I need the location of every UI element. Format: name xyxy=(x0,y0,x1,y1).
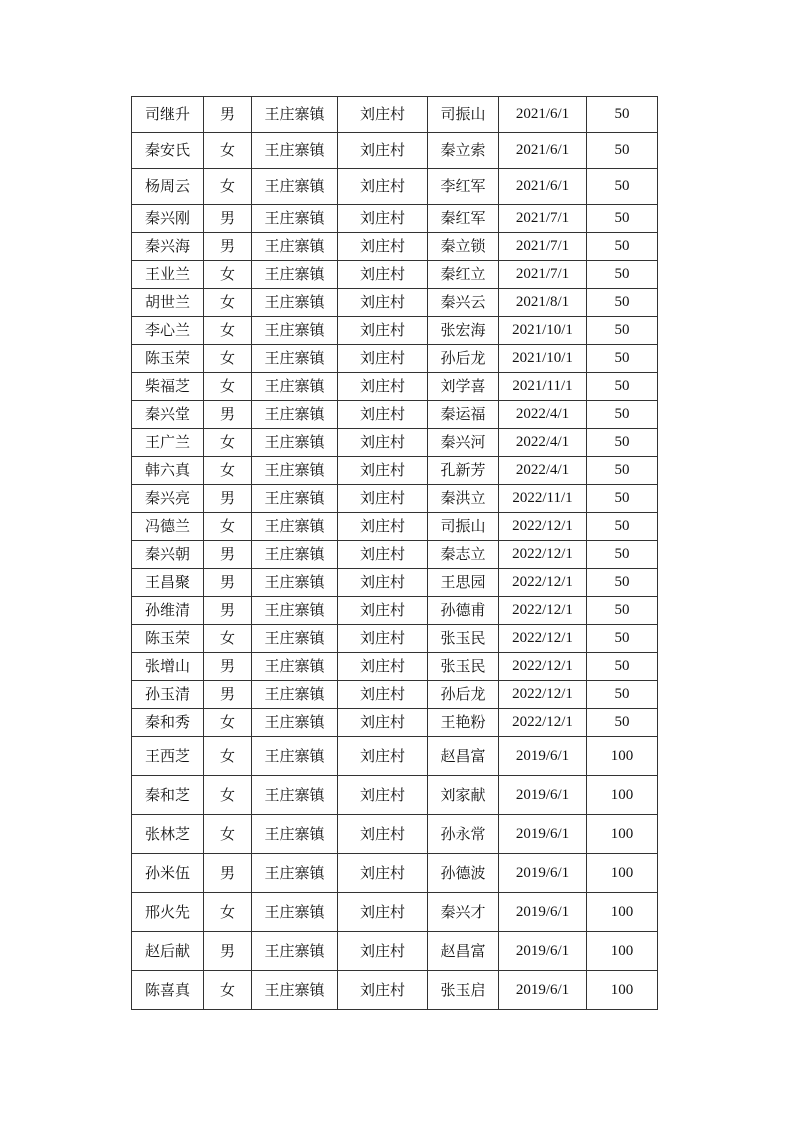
cell-amount: 50 xyxy=(587,373,658,401)
cell-village: 刘庄村 xyxy=(338,854,428,893)
cell-agent: 孙德波 xyxy=(428,854,499,893)
table-row xyxy=(132,317,658,345)
cell-village: 刘庄村 xyxy=(338,815,428,854)
table-row xyxy=(132,893,658,932)
table-row xyxy=(132,485,658,513)
cell-name: 王昌聚 xyxy=(132,569,204,597)
cell-gender: 男 xyxy=(204,97,252,133)
table-row xyxy=(132,457,658,485)
table-row xyxy=(132,815,658,854)
cell-village: 刘庄村 xyxy=(338,261,428,289)
cell-town: 王庄寨镇 xyxy=(252,681,338,709)
cell-village: 刘庄村 xyxy=(338,133,428,169)
cell-town: 王庄寨镇 xyxy=(252,541,338,569)
cell-town: 王庄寨镇 xyxy=(252,625,338,653)
cell-gender: 女 xyxy=(204,815,252,854)
cell-agent: 孙德甫 xyxy=(428,597,499,625)
table-row xyxy=(132,289,658,317)
cell-date: 2019/6/1 xyxy=(499,854,587,893)
cell-town: 王庄寨镇 xyxy=(252,485,338,513)
cell-date: 2022/12/1 xyxy=(499,709,587,737)
cell-agent: 赵昌富 xyxy=(428,932,499,971)
table-row xyxy=(132,345,658,373)
cell-agent: 王艳粉 xyxy=(428,709,499,737)
cell-date: 2019/6/1 xyxy=(499,971,587,1010)
cell-amount: 50 xyxy=(587,317,658,345)
cell-name: 秦和芝 xyxy=(132,776,204,815)
cell-village: 刘庄村 xyxy=(338,317,428,345)
subsidy-table xyxy=(131,96,658,1010)
cell-town: 王庄寨镇 xyxy=(252,97,338,133)
cell-name: 韩六真 xyxy=(132,457,204,485)
cell-agent: 孙后龙 xyxy=(428,681,499,709)
table-row xyxy=(132,737,658,776)
cell-agent: 秦红立 xyxy=(428,261,499,289)
cell-agent: 张宏海 xyxy=(428,317,499,345)
cell-date: 2021/8/1 xyxy=(499,289,587,317)
cell-date: 2021/11/1 xyxy=(499,373,587,401)
cell-amount: 50 xyxy=(587,169,658,205)
cell-name: 秦和秀 xyxy=(132,709,204,737)
cell-name: 冯德兰 xyxy=(132,513,204,541)
table-row xyxy=(132,261,658,289)
cell-agent: 王思园 xyxy=(428,569,499,597)
cell-town: 王庄寨镇 xyxy=(252,776,338,815)
table-row xyxy=(132,569,658,597)
cell-name: 司继升 xyxy=(132,97,204,133)
cell-town: 王庄寨镇 xyxy=(252,133,338,169)
cell-village: 刘庄村 xyxy=(338,597,428,625)
cell-gender: 女 xyxy=(204,513,252,541)
cell-town: 王庄寨镇 xyxy=(252,233,338,261)
cell-amount: 100 xyxy=(587,776,658,815)
table-row xyxy=(132,233,658,261)
cell-name: 孙维清 xyxy=(132,597,204,625)
cell-amount: 50 xyxy=(587,513,658,541)
cell-name: 陈玉荣 xyxy=(132,345,204,373)
cell-town: 王庄寨镇 xyxy=(252,709,338,737)
cell-gender: 女 xyxy=(204,317,252,345)
cell-agent: 秦运福 xyxy=(428,401,499,429)
cell-town: 王庄寨镇 xyxy=(252,289,338,317)
cell-amount: 50 xyxy=(587,597,658,625)
cell-amount: 50 xyxy=(587,133,658,169)
table-row xyxy=(132,709,658,737)
cell-amount: 50 xyxy=(587,709,658,737)
cell-date: 2021/7/1 xyxy=(499,205,587,233)
cell-town: 王庄寨镇 xyxy=(252,513,338,541)
cell-village: 刘庄村 xyxy=(338,893,428,932)
cell-gender: 女 xyxy=(204,457,252,485)
cell-gender: 女 xyxy=(204,429,252,457)
cell-village: 刘庄村 xyxy=(338,457,428,485)
cell-name: 赵后献 xyxy=(132,932,204,971)
cell-agent: 李红军 xyxy=(428,169,499,205)
cell-agent: 司振山 xyxy=(428,97,499,133)
cell-gender: 女 xyxy=(204,261,252,289)
cell-village: 刘庄村 xyxy=(338,97,428,133)
cell-date: 2021/6/1 xyxy=(499,97,587,133)
cell-village: 刘庄村 xyxy=(338,776,428,815)
table-row xyxy=(132,776,658,815)
cell-amount: 50 xyxy=(587,205,658,233)
cell-town: 王庄寨镇 xyxy=(252,653,338,681)
cell-village: 刘庄村 xyxy=(338,971,428,1010)
cell-agent: 刘家献 xyxy=(428,776,499,815)
table-body xyxy=(132,97,658,1010)
cell-name: 王西芝 xyxy=(132,737,204,776)
cell-agent: 秦洪立 xyxy=(428,485,499,513)
cell-town: 王庄寨镇 xyxy=(252,854,338,893)
table-row xyxy=(132,932,658,971)
cell-name: 李心兰 xyxy=(132,317,204,345)
cell-date: 2021/10/1 xyxy=(499,317,587,345)
cell-name: 胡世兰 xyxy=(132,289,204,317)
cell-agent: 赵昌富 xyxy=(428,737,499,776)
cell-town: 王庄寨镇 xyxy=(252,169,338,205)
cell-town: 王庄寨镇 xyxy=(252,457,338,485)
cell-amount: 100 xyxy=(587,737,658,776)
cell-town: 王庄寨镇 xyxy=(252,597,338,625)
cell-village: 刘庄村 xyxy=(338,625,428,653)
table-row xyxy=(132,541,658,569)
table-row xyxy=(132,971,658,1010)
cell-date: 2022/12/1 xyxy=(499,597,587,625)
cell-village: 刘庄村 xyxy=(338,373,428,401)
table-row xyxy=(132,373,658,401)
cell-name: 秦安氏 xyxy=(132,133,204,169)
cell-amount: 50 xyxy=(587,261,658,289)
cell-gender: 女 xyxy=(204,776,252,815)
cell-date: 2022/4/1 xyxy=(499,429,587,457)
cell-gender: 女 xyxy=(204,169,252,205)
cell-village: 刘庄村 xyxy=(338,513,428,541)
cell-amount: 50 xyxy=(587,681,658,709)
cell-village: 刘庄村 xyxy=(338,345,428,373)
cell-date: 2019/6/1 xyxy=(499,932,587,971)
cell-name: 张增山 xyxy=(132,653,204,681)
cell-name: 邢火先 xyxy=(132,893,204,932)
cell-gender: 男 xyxy=(204,653,252,681)
cell-gender: 男 xyxy=(204,233,252,261)
cell-amount: 50 xyxy=(587,97,658,133)
cell-agent: 秦兴河 xyxy=(428,429,499,457)
cell-gender: 女 xyxy=(204,893,252,932)
cell-gender: 男 xyxy=(204,597,252,625)
cell-date: 2019/6/1 xyxy=(499,737,587,776)
cell-amount: 50 xyxy=(587,485,658,513)
cell-gender: 男 xyxy=(204,854,252,893)
cell-agent: 刘学喜 xyxy=(428,373,499,401)
cell-amount: 50 xyxy=(587,345,658,373)
cell-date: 2019/6/1 xyxy=(499,776,587,815)
cell-date: 2019/6/1 xyxy=(499,815,587,854)
cell-name: 张林芝 xyxy=(132,815,204,854)
cell-gender: 女 xyxy=(204,373,252,401)
cell-amount: 50 xyxy=(587,429,658,457)
cell-gender: 女 xyxy=(204,289,252,317)
cell-amount: 50 xyxy=(587,233,658,261)
cell-name: 王广兰 xyxy=(132,429,204,457)
cell-village: 刘庄村 xyxy=(338,569,428,597)
table-row xyxy=(132,97,658,133)
cell-village: 刘庄村 xyxy=(338,709,428,737)
cell-gender: 女 xyxy=(204,971,252,1010)
cell-date: 2021/6/1 xyxy=(499,169,587,205)
cell-agent: 秦立索 xyxy=(428,133,499,169)
cell-town: 王庄寨镇 xyxy=(252,737,338,776)
cell-gender: 男 xyxy=(204,401,252,429)
table-row xyxy=(132,429,658,457)
cell-village: 刘庄村 xyxy=(338,205,428,233)
cell-date: 2022/12/1 xyxy=(499,625,587,653)
table-row xyxy=(132,625,658,653)
table-row xyxy=(132,597,658,625)
cell-town: 王庄寨镇 xyxy=(252,261,338,289)
cell-gender: 女 xyxy=(204,737,252,776)
cell-amount: 50 xyxy=(587,569,658,597)
cell-name: 秦兴刚 xyxy=(132,205,204,233)
cell-amount: 50 xyxy=(587,653,658,681)
cell-agent: 秦兴才 xyxy=(428,893,499,932)
cell-amount: 50 xyxy=(587,457,658,485)
cell-town: 王庄寨镇 xyxy=(252,429,338,457)
table-row xyxy=(132,854,658,893)
cell-amount: 50 xyxy=(587,541,658,569)
cell-gender: 女 xyxy=(204,345,252,373)
cell-town: 王庄寨镇 xyxy=(252,345,338,373)
cell-name: 陈喜真 xyxy=(132,971,204,1010)
table-row xyxy=(132,653,658,681)
cell-gender: 男 xyxy=(204,932,252,971)
cell-village: 刘庄村 xyxy=(338,485,428,513)
cell-agent: 张玉民 xyxy=(428,653,499,681)
cell-town: 王庄寨镇 xyxy=(252,932,338,971)
cell-amount: 100 xyxy=(587,854,658,893)
cell-gender: 男 xyxy=(204,541,252,569)
cell-village: 刘庄村 xyxy=(338,429,428,457)
cell-village: 刘庄村 xyxy=(338,169,428,205)
cell-name: 秦兴朝 xyxy=(132,541,204,569)
cell-date: 2021/7/1 xyxy=(499,233,587,261)
cell-name: 柴福芝 xyxy=(132,373,204,401)
cell-agent: 司振山 xyxy=(428,513,499,541)
cell-town: 王庄寨镇 xyxy=(252,815,338,854)
table-row xyxy=(132,133,658,169)
cell-amount: 50 xyxy=(587,625,658,653)
table-row xyxy=(132,169,658,205)
cell-date: 2022/4/1 xyxy=(499,401,587,429)
cell-date: 2021/6/1 xyxy=(499,133,587,169)
cell-village: 刘庄村 xyxy=(338,932,428,971)
cell-amount: 100 xyxy=(587,815,658,854)
cell-gender: 女 xyxy=(204,133,252,169)
cell-agent: 孙后龙 xyxy=(428,345,499,373)
cell-town: 王庄寨镇 xyxy=(252,317,338,345)
cell-date: 2021/10/1 xyxy=(499,345,587,373)
cell-date: 2022/11/1 xyxy=(499,485,587,513)
cell-village: 刘庄村 xyxy=(338,541,428,569)
table-row xyxy=(132,401,658,429)
cell-gender: 女 xyxy=(204,625,252,653)
cell-town: 王庄寨镇 xyxy=(252,971,338,1010)
cell-gender: 女 xyxy=(204,709,252,737)
cell-agent: 孔新芳 xyxy=(428,457,499,485)
cell-gender: 男 xyxy=(204,681,252,709)
cell-date: 2022/12/1 xyxy=(499,541,587,569)
cell-name: 秦兴海 xyxy=(132,233,204,261)
cell-gender: 男 xyxy=(204,569,252,597)
cell-village: 刘庄村 xyxy=(338,737,428,776)
cell-name: 杨周云 xyxy=(132,169,204,205)
cell-town: 王庄寨镇 xyxy=(252,401,338,429)
cell-town: 王庄寨镇 xyxy=(252,205,338,233)
cell-amount: 50 xyxy=(587,401,658,429)
cell-date: 2022/12/1 xyxy=(499,681,587,709)
cell-name: 王业兰 xyxy=(132,261,204,289)
cell-gender: 男 xyxy=(204,205,252,233)
cell-date: 2022/12/1 xyxy=(499,513,587,541)
cell-agent: 孙永常 xyxy=(428,815,499,854)
cell-name: 陈玉荣 xyxy=(132,625,204,653)
cell-village: 刘庄村 xyxy=(338,653,428,681)
cell-date: 2022/12/1 xyxy=(499,569,587,597)
cell-amount: 100 xyxy=(587,932,658,971)
table-row xyxy=(132,205,658,233)
cell-date: 2019/6/1 xyxy=(499,893,587,932)
cell-date: 2022/4/1 xyxy=(499,457,587,485)
cell-date: 2022/12/1 xyxy=(499,653,587,681)
cell-amount: 100 xyxy=(587,971,658,1010)
table-row xyxy=(132,681,658,709)
cell-gender: 男 xyxy=(204,485,252,513)
cell-agent: 秦志立 xyxy=(428,541,499,569)
cell-town: 王庄寨镇 xyxy=(252,893,338,932)
cell-town: 王庄寨镇 xyxy=(252,373,338,401)
cell-name: 孙米伍 xyxy=(132,854,204,893)
table-row xyxy=(132,513,658,541)
cell-amount: 100 xyxy=(587,893,658,932)
cell-village: 刘庄村 xyxy=(338,233,428,261)
cell-agent: 张玉启 xyxy=(428,971,499,1010)
cell-agent: 秦立锁 xyxy=(428,233,499,261)
cell-name: 孙玉清 xyxy=(132,681,204,709)
cell-date: 2021/7/1 xyxy=(499,261,587,289)
cell-agent: 秦兴云 xyxy=(428,289,499,317)
cell-village: 刘庄村 xyxy=(338,681,428,709)
cell-agent: 张玉民 xyxy=(428,625,499,653)
cell-town: 王庄寨镇 xyxy=(252,569,338,597)
cell-village: 刘庄村 xyxy=(338,289,428,317)
cell-agent: 秦红军 xyxy=(428,205,499,233)
cell-name: 秦兴堂 xyxy=(132,401,204,429)
cell-village: 刘庄村 xyxy=(338,401,428,429)
cell-name: 秦兴亮 xyxy=(132,485,204,513)
cell-amount: 50 xyxy=(587,289,658,317)
